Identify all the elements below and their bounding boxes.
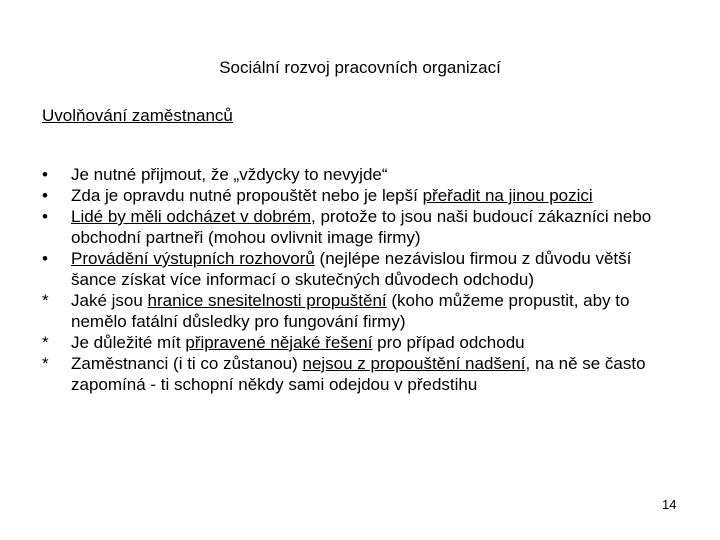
bullet-marker: • (42, 186, 48, 205)
bullet-marker: • (42, 165, 48, 184)
bullet-marker: * (42, 354, 49, 373)
bullet-text: Jaké jsou (71, 291, 148, 310)
bullet-text-underlined: Provádění výstupních rozhovorů (71, 249, 315, 268)
bullet-item (42, 353, 662, 395)
page-number: 14 (662, 497, 677, 512)
bullet-text: (koho můžeme propustit, aby to nemělo fatální důsledky pro fungování firmy) (71, 291, 630, 331)
bullet-text: (nejlépe nezávislou firmou z důvodu větší šance získat více informací o skutečných důvodech odchodu) (71, 249, 632, 289)
bullet-text-underlined: hranice snesitelnosti propuštění (147, 291, 387, 310)
bullet-text: pro případ odchodu (372, 333, 525, 352)
bullet-text: , protože to jsou naši budoucí zákazníci nebo obchodní partneři (mohou ovlivnit image firmy) (71, 207, 652, 247)
bullet-text-underlined: připravené nějaké řešení (185, 333, 373, 352)
bullet-text: Je nutné přijmout, že „vždycky to nevyjde“ (71, 165, 388, 184)
bullet-text: Je důležité mít (71, 333, 186, 352)
bullet-marker: * (42, 333, 49, 352)
bullet-marker: • (42, 207, 48, 226)
bullet-text: Zda je opravdu nutné propouštět nebo je lepší (71, 186, 423, 205)
bullet-item (42, 206, 662, 248)
bullet-list (42, 164, 662, 395)
bullet-text-underlined: Lidé by měli odcházet v dobrém (71, 207, 312, 226)
bullet-item (42, 164, 662, 185)
bullet-marker: * (42, 291, 49, 310)
bullet-marker: • (42, 249, 48, 268)
bullet-text-underlined: nejsou z propouštění nadšení (302, 354, 526, 373)
bullet-text-underlined: přeřadit na jinou pozici (422, 186, 593, 205)
slide-title: Sociální rozvoj pracovních organizací (219, 58, 501, 77)
slide-subtitle: Uvolňování zaměstnanců (42, 106, 233, 125)
bullet-item (42, 185, 662, 206)
bullet-text: Zaměstnanci (i ti co zůstanou) (71, 354, 303, 373)
bullet-item (42, 332, 662, 353)
bullet-text: , na ně se často zapomíná - ti schopní někdy sami odejdou v předstihu (71, 354, 646, 394)
bullet-item (42, 290, 662, 332)
bullet-item (42, 248, 662, 290)
